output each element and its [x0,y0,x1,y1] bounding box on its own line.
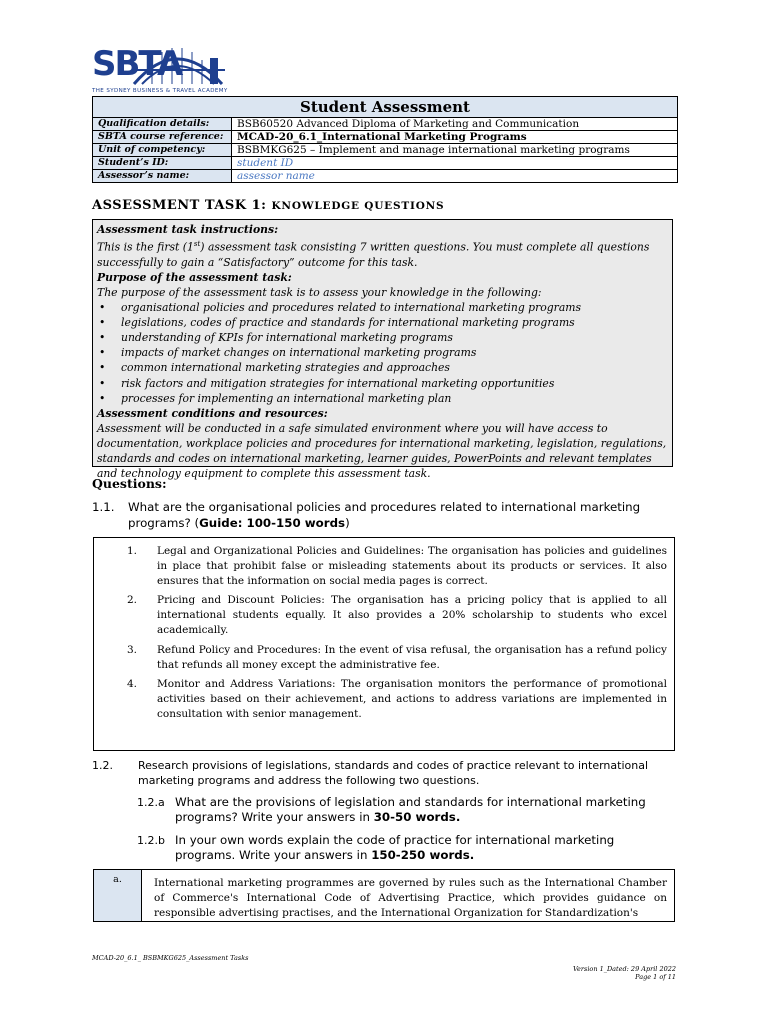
instructions-paragraph: This is the first (1st) assessment task consisting 7 written questions. You must complete all questions successfully to gain a “Satisfactory” outcome for this task. [97,240,650,269]
list-item: • common international marketing strategies and approaches [97,360,668,375]
task-heading [92,198,444,213]
questions-heading: Questions: [92,476,167,491]
table-row [93,131,678,144]
list-item: • risk factors and mitigation strategies for international marketing opportunities [97,376,668,391]
version-text: Version 1_Dated: 29 April 2022 [572,965,676,973]
sbta-logo [92,40,227,96]
conditions-heading: Assessment conditions and resources: [97,406,328,420]
word-guide: Guide: 100-150 words [199,516,346,530]
footer-document-name: MCAD-20_6.1_ BSBMKG625_Assessment Tasks [92,954,249,962]
list-item: • understanding of KPIs for international marketing programs [97,330,668,345]
question-number: 1.1. [92,500,115,514]
question-text: Research provisions of legislations, standards and codes of practice relevant to international marketing programs and address the following two questions. [138,759,649,787]
purpose-paragraph: The purpose of the assessment task is to assess your knowledge in the following: [97,285,542,299]
conditions-paragraph: Assessment will be conducted in a safe simulated environment where you will have access to documentation, workplace policies and procedures for international marketing, legislation, regulations, standards and codes on international marketing, learner guides, PowerPoints and relevant templates and technology equipment to complete this assessment task. [97,421,667,481]
instructions-box [92,219,673,481]
student-id-field[interactable]: student ID [232,157,678,170]
question-number: 1.2.a [137,796,165,809]
table-row [93,118,678,131]
answer-list [127,544,667,726]
question-text: What are the provisions of legislation and standards for international marketing programs? Write your answers in 30-50 words. [175,795,646,824]
instructions-heading: Assessment task instructions: [97,223,279,236]
question-number: 1.2.b [137,834,165,847]
assessor-name-field[interactable]: assessor name [232,170,678,183]
list-item: 4. Monitor and Address Variations: The organisation monitors the performance of promotional activities based on their achievement, and actions to address variations are implemented in consultation with senior management. [127,677,667,720]
purpose-list [97,300,668,406]
footer-version [573,965,676,981]
answer-label: a. [94,870,142,921]
unit-of-competency-value: BSBMKG625 – Implement and manage international marketing programs [232,144,678,157]
list-item: 3. Refund Policy and Procedures: In the event of visa refusal, the organisation has a refund policy that refunds all money except the administrative fee. [127,643,667,671]
logo-text: SBTA [92,44,182,84]
table-row [93,144,678,157]
word-guide: 30-50 words. [373,810,461,824]
row-label: Qualification details: [93,118,232,131]
student-assessment-table [92,96,678,183]
list-item: 1. Legal and Organizational Policies and Guidelines: The organisation has policies and guidelines in place that prohibit false or misleading statements about its products or services. It also ensures that the information on social media pages is correct. [127,545,667,588]
table-row [93,157,678,170]
question-text: What are the organisational policies and procedures related to international marketing programs? (Guide: 100-150 words) [128,500,641,530]
answer-box-1-2[interactable] [93,869,675,922]
table-title: Student Assessment [93,97,678,118]
list-item: 2. Pricing and Discount Policies: The organisation has a pricing policy that is applied to all international students equally. It also provides a 20% scholarship to students who excel academically. [127,594,667,637]
row-label: Unit of competency: [93,144,232,157]
list-item: • legislations, codes of practice and standards for international marketing programs [97,315,668,330]
qualification-value: BSB60520 Advanced Diploma of Marketing and Communication [232,118,678,131]
list-item: • organisational policies and procedures related to international marketing programs [97,300,668,315]
question-number: 1.2. [92,759,113,772]
row-label: Student’s ID: [93,157,232,170]
list-item: • impacts of market changes on international marketing programs [97,345,668,360]
table-row [93,170,678,183]
purpose-heading: Purpose of the assessment task: [97,270,292,284]
task-heading-main: ASSESSMENT TASK 1: [92,198,267,213]
task-heading-sub: KNOWLEDGE QUESTIONS [271,200,445,212]
logo-tagline: THE SYDNEY BUSINESS & TRAVEL ACADEMY [92,88,228,94]
list-item: • processes for implementing an international marketing plan [97,391,668,406]
page-number: Page 1 of 11 [635,973,676,981]
row-label: Assessor’s name: [93,170,232,183]
row-label: SBTA course reference: [93,131,232,144]
harbour-bridge-icon [132,40,227,86]
course-reference-value: MCAD-20_6.1_International Marketing Programs [232,131,678,144]
answer-box-1-1[interactable] [93,537,675,751]
question-text: In your own words explain the code of practice for international marketing programs. Write your answers in 150-250 words. [175,833,615,862]
word-guide: 150-250 words. [371,848,475,862]
answer-text: International marketing programmes are governed by rules such as the International Chamber of Commerce's International Code of Advertising Practice, which provides guidance on responsible advertising practises, and the International Organization for Standardization's [154,877,667,920]
